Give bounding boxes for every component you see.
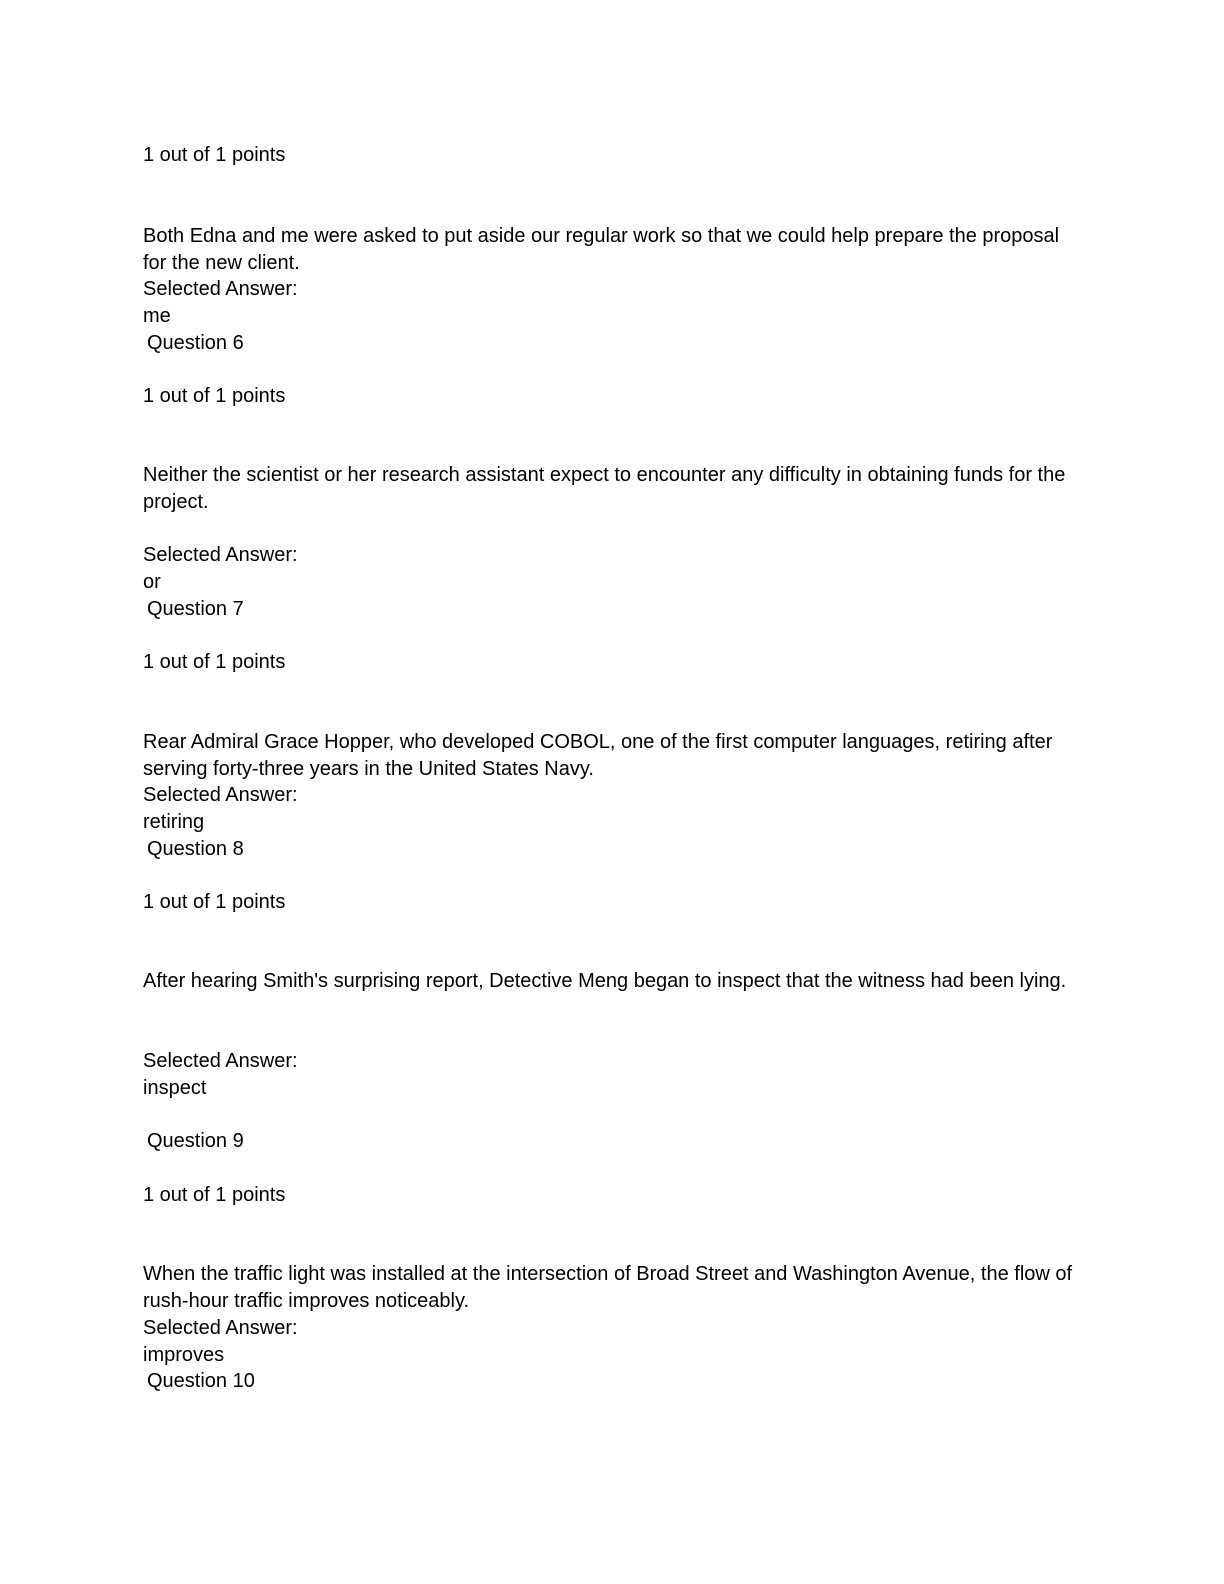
selected-answer-label-q6: Selected Answer: xyxy=(143,544,298,566)
points-q9: 1 out of 1 points xyxy=(143,1184,286,1206)
question-title-8: Question 8 xyxy=(147,838,244,860)
selected-answer-value-q7: retiring xyxy=(143,811,205,833)
selected-answer-value-q9: improves xyxy=(143,1344,225,1366)
selected-answer-label-q8: Selected Answer: xyxy=(143,1050,298,1072)
points-q6: 1 out of 1 points xyxy=(143,385,286,407)
question-title-6: Question 6 xyxy=(147,332,244,354)
points-q7: 1 out of 1 points xyxy=(143,651,286,673)
prompt-q9: When the traffic light was installed at the intersection of Broad Street and Washington Avenue, the flow of rush-hour traffic improves noticeably. xyxy=(143,1263,1073,1312)
selected-answer-value-q6: or xyxy=(143,571,161,593)
question-title-9: Question 9 xyxy=(147,1130,244,1152)
selected-answer-value-q8: inspect xyxy=(143,1077,207,1099)
selected-answer-label-q5: Selected Answer: xyxy=(143,278,298,300)
selected-answer-value-q5: me xyxy=(143,305,171,327)
selected-answer-label-q7: Selected Answer: xyxy=(143,784,298,806)
question-title-10: Question 10 xyxy=(147,1370,255,1392)
points-q8: 1 out of 1 points xyxy=(143,891,286,913)
prompt-q6: Neither the scientist or her research assistant expect to encounter any difficulty in obtaining funds for the project. xyxy=(143,464,1066,513)
prompt-q7: Rear Admiral Grace Hopper, who developed COBOL, one of the first computer languages, retiring after serving forty-three years in the United States Navy. xyxy=(143,731,1053,780)
prompt-q8: After hearing Smith's surprising report, Detective Meng began to inspect that the witness had been lying. xyxy=(143,970,1067,992)
points-q5: 1 out of 1 points xyxy=(143,144,286,166)
prompt-q5: Both Edna and me were asked to put aside our regular work so that we could help prepare the proposal for the new client. xyxy=(143,225,1060,274)
question-title-7: Question 7 xyxy=(147,598,244,620)
selected-answer-label-q9: Selected Answer: xyxy=(143,1317,298,1339)
